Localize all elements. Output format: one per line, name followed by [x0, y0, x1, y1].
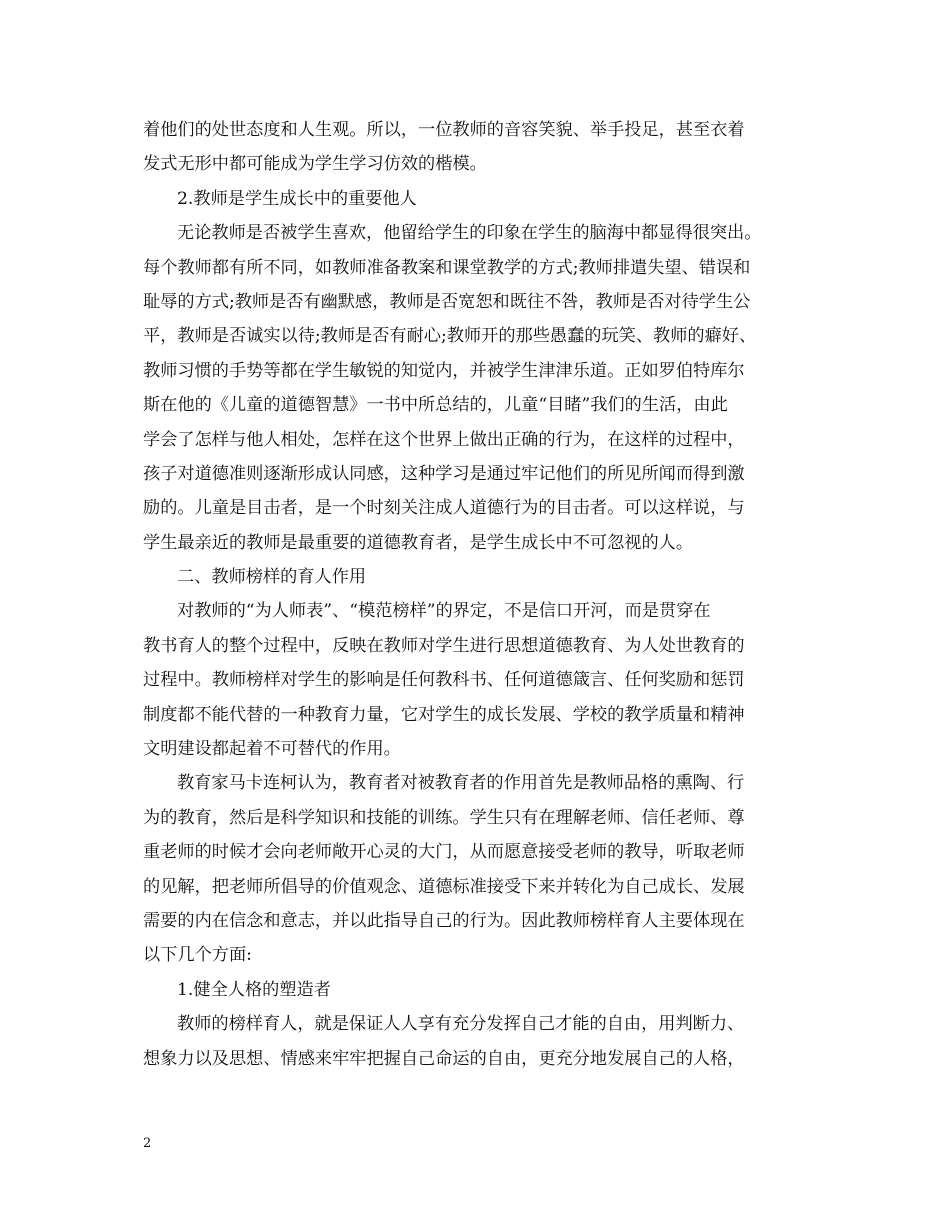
text-line: 教师习惯的手势等都在学生敏锐的知觉内，并被学生津津乐道。正如罗伯特库尔	[143, 360, 745, 381]
text-line: 文明建设都起着不可替代的作用。	[143, 739, 401, 760]
text-line: 学会了怎样与他人相处，怎样在这个世界上做出正确的行为，在这样的过程中，	[143, 429, 745, 450]
text-line: 教书育人的整个过程中，反映在教师对学生进行思想道德教育、为人处世教育的	[143, 635, 745, 656]
text-line: 耻辱的方式;教师是否有幽默感，教师是否宽恕和既往不咎，教师是否对待学生公	[143, 291, 751, 312]
body-text	[143, 113, 819, 1076]
text-line: 着他们的处世态度和人生观。所以，一位教师的音容笑貌、举手投足，甚至衣着	[143, 120, 745, 140]
text-line: 对教师的“为人师表”、“模范榜样”的界定，不是信口开河，而是贯穿在	[177, 601, 711, 622]
text-line: 制度都不能代替的一种教育力量，它对学生的成长发展、学校的教学质量和精神	[143, 704, 745, 725]
text-line: 1.健全人格的塑造者	[177, 979, 331, 1000]
text-line: 以下几个方面:	[143, 945, 252, 966]
text-line: 平，教师是否诚实以待;教师是否有耐心;教师开的那些愚蠢的玩笑、教师的癖好、	[143, 326, 757, 347]
text-line: 想象力以及思想、情感来牢牢把握自己命运的自由，更充分地发展自己的人格，	[143, 1048, 745, 1069]
text-line: 励的。儿童是目击者，是一个时刻关注成人道德行为的目击者。可以这样说，与	[143, 498, 745, 519]
text-line: 斯在他的《儿童的道德智慧》一书中所总结的，儿童“目睹”我们的生活，由此	[143, 395, 728, 416]
page-number: 2	[143, 1136, 152, 1151]
text-line: 需要的内在信念和意志，并以此指导自己的行为。因此教师榜样育人主要体现在	[143, 910, 745, 931]
text-line: 过程中。教师榜样对学生的影响是任何教科书、任何道德箴言、任何奖励和惩罚	[143, 670, 745, 691]
text-line: 每个教师都有所不同，如教师准备教案和课堂教学的方式;教师排遣失望、错误和	[143, 257, 751, 278]
text-line: 的见解，把老师所倡导的价值观念、道德标准接受下来并转化为自己成长、发展	[143, 876, 745, 897]
text-line: 为的教育，然后是科学知识和技能的训练。学生只有在理解老师、信任老师、尊	[143, 807, 745, 828]
text-line: 孩子对道德准则逐渐形成认同感，这种学习是通过牢记他们的所见所闻而得到激	[143, 463, 745, 484]
text-line: 无论教师是否被学生喜欢，他留给学生的印象在学生的脑海中都显得很突出。	[177, 223, 762, 244]
text-line: 发式无形中都可能成为学生学习仿效的楷模。	[143, 154, 487, 175]
text-line: 二、教师榜样的育人作用	[177, 567, 367, 588]
text-line: 2.教师是学生成长中的重要他人	[177, 188, 417, 209]
text-line: 学生最亲近的教师是最重要的道德教育者，是学生成长中不可忽视的人。	[143, 532, 694, 553]
text-line: 教育家马卡连柯认为，教育者对被教育者的作用首先是教师品格的熏陶、行	[177, 773, 745, 794]
text-line: 教师的榜样育人，就是保证人人享有充分发挥自己才能的自由，用判断力、	[177, 1014, 745, 1035]
text-line: 重老师的时候才会向老师敞开心灵的大门，从而愿意接受老师的教导，听取老师	[143, 842, 745, 863]
